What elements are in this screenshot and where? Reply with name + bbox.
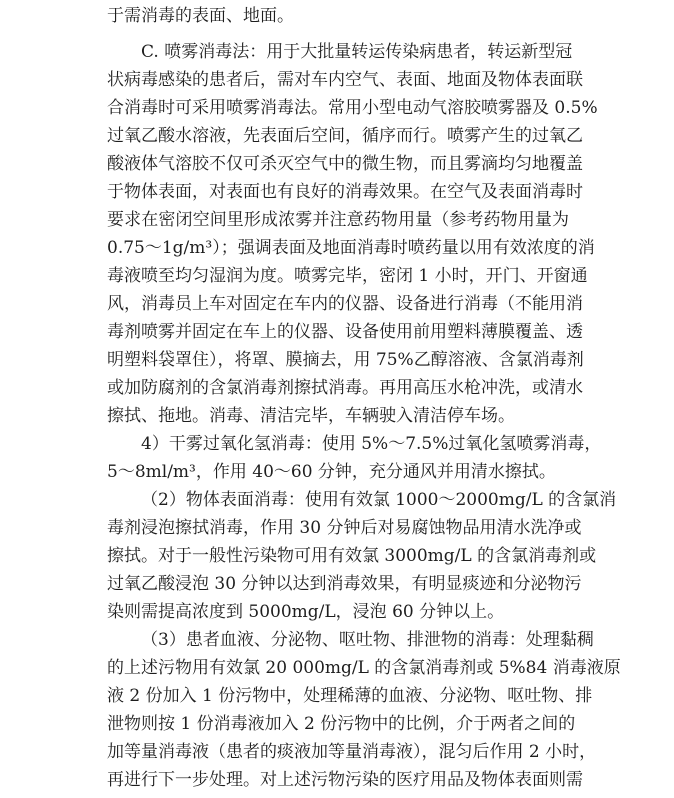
- text-line: 合消毒时可采用喷雾消毒法。常用小型电动气溶胶喷雾器及 0.5%: [107, 98, 598, 118]
- text-line: 加等量消毒液（患者的痰液加等量消毒液），混匀后作用 2 小时，: [107, 742, 597, 762]
- text-line: 5～8ml/m³，作用 40～60 分钟，充分通风并用清水擦拭。: [107, 462, 556, 482]
- text-line: 过氧乙酸浸泡 30 分钟以达到消毒效果，有明显痰迹和分泌物污: [107, 574, 582, 594]
- text-line: C. 喷雾消毒法：用于大批量转运传染病患者，转运新型冠: [141, 42, 573, 62]
- text-line: 要求在密闭空间里形成浓雾并注意药物用量（参考药物用量为: [107, 210, 569, 230]
- text-line: 过氧乙酸水溶液，先表面后空间，循序而行。喷雾产生的过氧乙: [107, 126, 583, 146]
- text-line: 状病毒感染的患者后，需对车内空气、表面、地面及物体表面联: [107, 70, 583, 90]
- text-line: 液 2 份加入 1 份污物中，处理稀薄的血液、分泌物、呕吐物、排: [107, 686, 593, 706]
- text-line: 于物体表面，对表面也有良好的消毒效果。在空气及表面消毒时: [107, 182, 583, 202]
- text-line: 再进行下一步处理。对上述污物污染的医疗用品及物体表面则需: [107, 770, 583, 790]
- text-line: 酸液体气溶胶不仅可杀灭空气中的微生物，而且雾滴均匀地覆盖: [107, 154, 583, 174]
- text-line: 擦拭。对于一般性污染物可用有效氯 3000mg/L 的含氯消毒剂或: [107, 546, 597, 566]
- text-line: 的上述污物用有效氯 20 000mg/L 的含氯消毒剂或 5%84 消毒液原: [107, 658, 621, 678]
- text-line: 0.75～1g/m³）；强调表面及地面消毒时喷药量以用有效浓度的消: [107, 238, 595, 258]
- text-line: 泄物则按 1 份消毒液加入 2 份污物中的比例，介于两者之间的: [107, 714, 576, 734]
- text-line: 毒剂喷雾并固定在车上的仪器、设备使用前用塑料薄膜覆盖、透: [107, 322, 583, 342]
- text-line: 或加防腐剂的含氯消毒剂擦拭消毒。再用高压水枪冲洗，或清水: [107, 378, 583, 398]
- text-line: 毒液喷至均匀湿润为度。喷雾完毕，密闭 1 小时，开门、开窗通: [107, 266, 588, 286]
- text-line: 染则需提高浓度到 5000mg/L，浸泡 60 分钟以上。: [107, 602, 505, 622]
- text-line: 毒剂浸泡擦拭消毒，作用 30 分钟后对易腐蚀物品用清水洗净或: [107, 518, 582, 538]
- text-line: （3）患者血液、分泌物、呕吐物、排泄物的消毒：处理黏稠: [141, 630, 594, 650]
- text-line: 擦拭、拖地。消毒、清洁完毕，车辆驶入清洁停车场。: [107, 406, 515, 426]
- text-line: 4）干雾过氧化氢消毒：使用 5%～7.5%过氧化氢喷雾消毒，: [141, 434, 602, 454]
- text-line: 于需消毒的表面、地面。: [107, 6, 294, 26]
- text-line: （2）物体表面消毒：使用有效氯 1000～2000mg/L 的含氯消: [141, 490, 617, 510]
- text-line: 风，消毒员上车对固定在车内的仪器、设备进行消毒（不能用消: [107, 294, 583, 314]
- text-line: 明塑料袋罩住），将罩、膜摘去，用 75%乙醇溶液、含氯消毒剂: [107, 350, 584, 370]
